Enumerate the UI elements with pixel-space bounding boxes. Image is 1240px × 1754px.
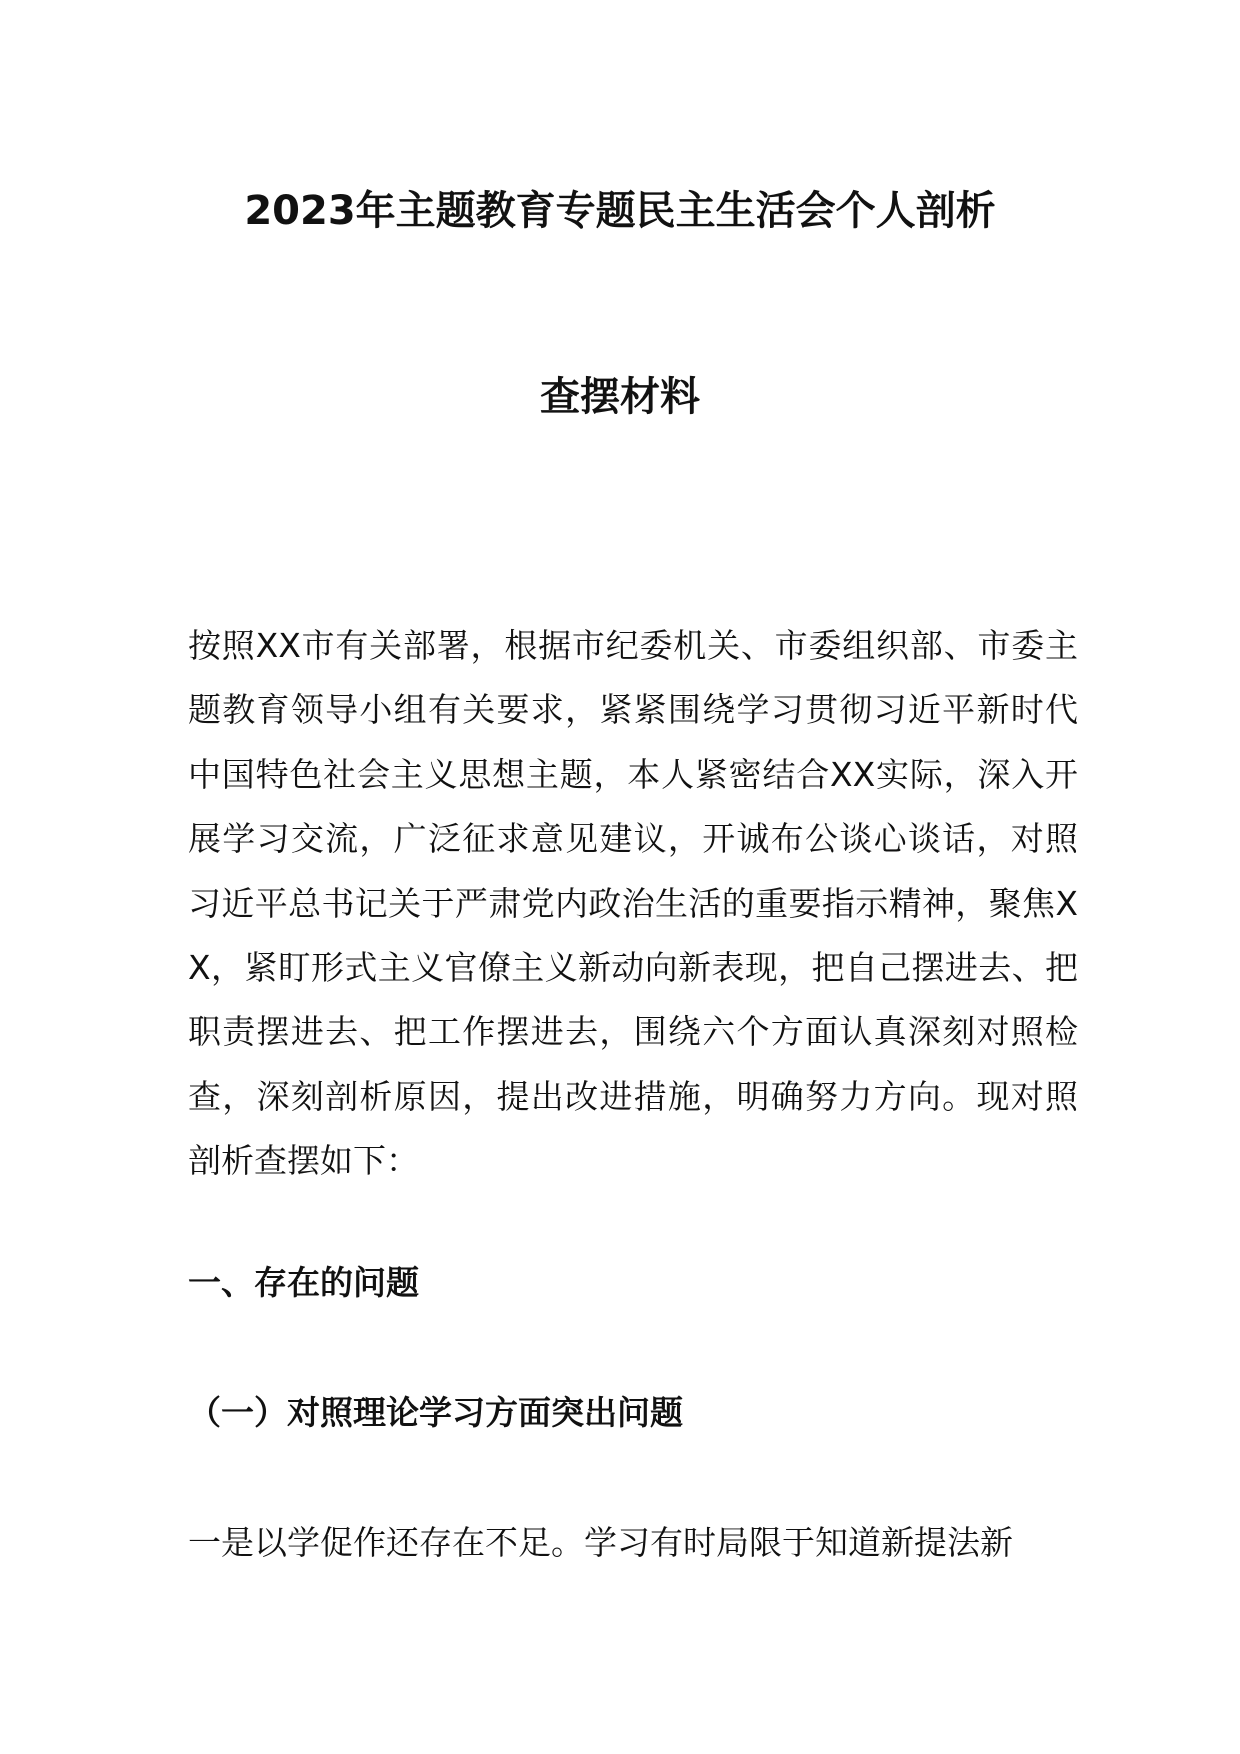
subsection-heading-theory-study: （一）对照理论学习方面突出问题 — [188, 1393, 683, 1432]
intro-paragraph: 按照XX市有关部署，根据市纪委机关、市委组织部、市委主题教育领导小组有关要求，紧紧围绕学习贯彻习近平新时代中国特色社会主义思想主题，本人紧密结合XX实际，深入开展学习交流，广泛征求意见建议，开诚布公谈心谈话，对照习近平总书记关于严肃党内政治生活的重要指示精神，聚焦XX，紧盯形式主义官僚主义新动向新表现，把自己摆进去、把职责摆进去、把工作摆进去，围绕六个方面认真深刻对照检查，深刻剖析原因，提出改进措施，明确努力方向。现对照剖析查摆如下： — [188, 626, 1078, 1181]
section-heading-problems: 一、存在的问题 — [188, 1263, 419, 1302]
document-title-line-2: 查摆材料 — [540, 374, 700, 420]
document-title-line-1: 2023年主题教育专题民主生活会个人剖析 — [244, 188, 996, 234]
body-paragraph-first-point: 一是以学促作还存在不足。学习有时局限于知道新提法新 — [188, 1523, 1013, 1562]
